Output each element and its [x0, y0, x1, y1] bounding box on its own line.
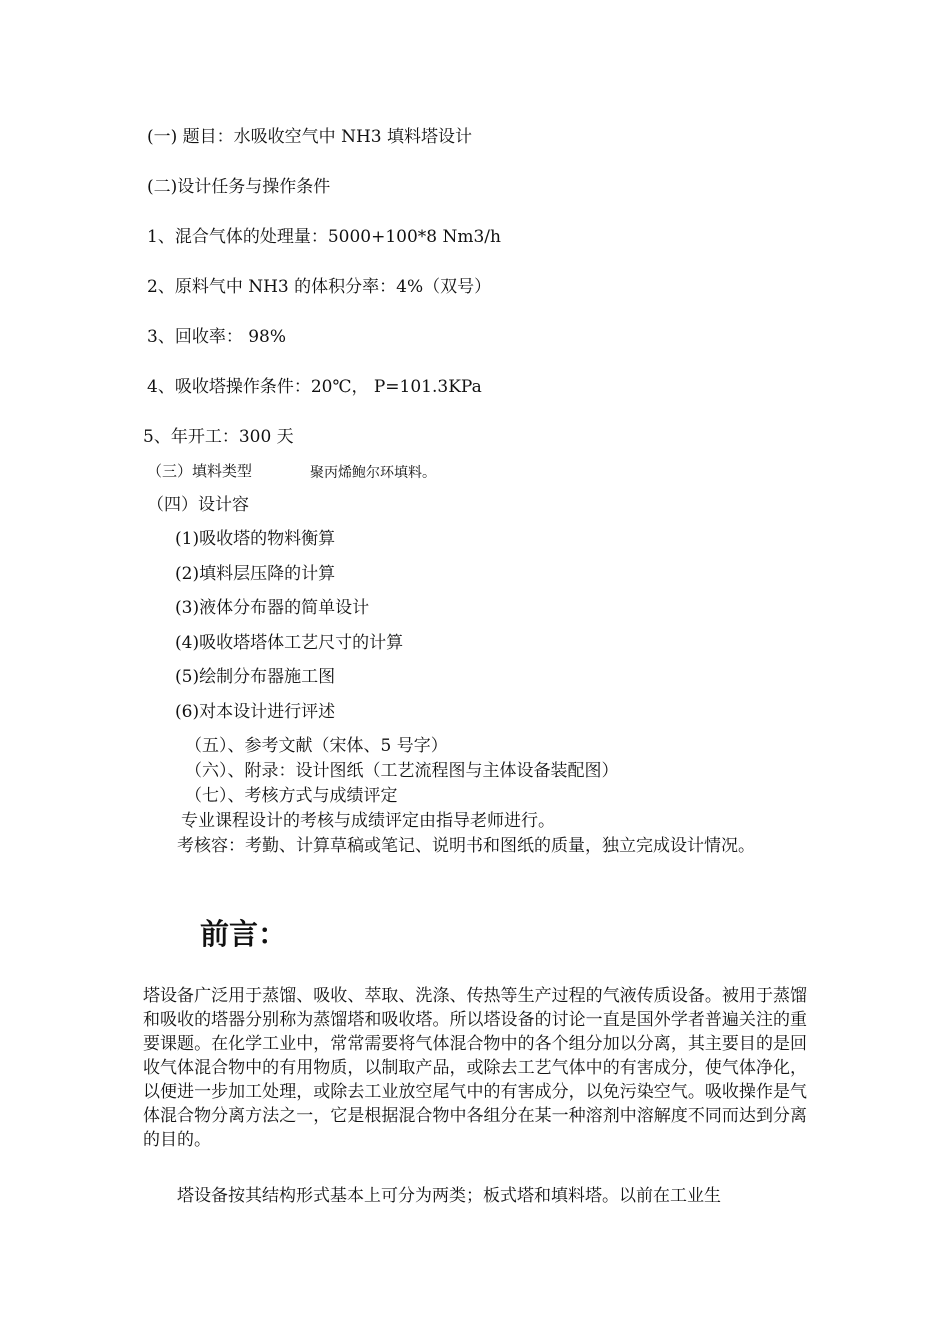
- condition-item-2: 2、原料气中 NH3 的体积分率：4%（双号）: [147, 277, 492, 297]
- section-6-title: （六）、附录：设计图纸（工艺流程图与主体设备装配图）: [185, 761, 619, 781]
- section-7-title: （七）、考核方式与成绩评定: [185, 786, 398, 806]
- design-item-3: (3)液体分布器的简单设计: [175, 598, 370, 618]
- section-4-title: （四）设计容: [147, 495, 249, 515]
- design-item-4: (4)吸收塔塔体工艺尺寸的计算: [175, 633, 404, 653]
- section-3-label: （三）填料类型: [147, 462, 253, 480]
- condition-item-3: 3、回收率： 98%: [147, 327, 287, 347]
- design-item-5: (5)绘制分布器施工图: [175, 667, 336, 687]
- condition-item-5: 5、年开工：300 天: [143, 427, 294, 447]
- assessment-text: 专业课程设计的考核与成绩评定由指导老师进行。: [181, 811, 555, 831]
- section-2-title: (二)设计任务与操作条件: [147, 177, 331, 197]
- section-3-value: 聚丙烯鲍尔环填料。: [310, 465, 436, 481]
- section-1-title: (一) 题目：水吸收空气中 NH3 填料塔设计: [147, 127, 472, 147]
- condition-item-4: 4、吸收塔操作条件：20℃， P=101.3KPa: [147, 377, 482, 397]
- condition-item-1: 1、混合气体的处理量：5000+100*8 Nm3/h: [147, 227, 501, 247]
- design-item-2: (2)填料层压降的计算: [175, 564, 336, 584]
- preface-paragraph-1: 塔设备广泛用于蒸馏、吸收、萃取、洗涤、传热等生产过程的气液传质设备。被用于蒸馏和吸收的塔器分别称为蒸馏塔和吸收塔。所以塔设备的讨论一直是国外学者普遍关注的重要课题。在化学工业中，常常需要将气体混合物中的各个组分加以分离，其主要目的是回收气体混合物中的有用物质，以制取产品，或除去工艺气体中的有害成分，使气体净化，以便进一步加工处理，或除去工业放空尾气中的有害成分，以免污染空气。吸收操作是气体混合物分离方法之一，它是根据混合物中各组分在某一种溶剂中溶解度不同而达到分离的目的。: [143, 986, 807, 1150]
- preface-heading: 前言：: [200, 917, 288, 951]
- preface-paragraph-2: 塔设备按其结构形式基本上可分为两类；板式塔和填料塔。以前在工业生: [177, 1186, 721, 1206]
- design-item-1: (1)吸收塔的物料衡算: [175, 529, 336, 549]
- assessment-content: 考核容：考勤、计算草稿或笔记、说明书和图纸的质量，独立完成设计情况。: [177, 836, 755, 856]
- design-item-6: (6)对本设计进行评述: [175, 702, 336, 722]
- section-5-title: （五）、参考文献（宋体、5 号字）: [185, 736, 448, 756]
